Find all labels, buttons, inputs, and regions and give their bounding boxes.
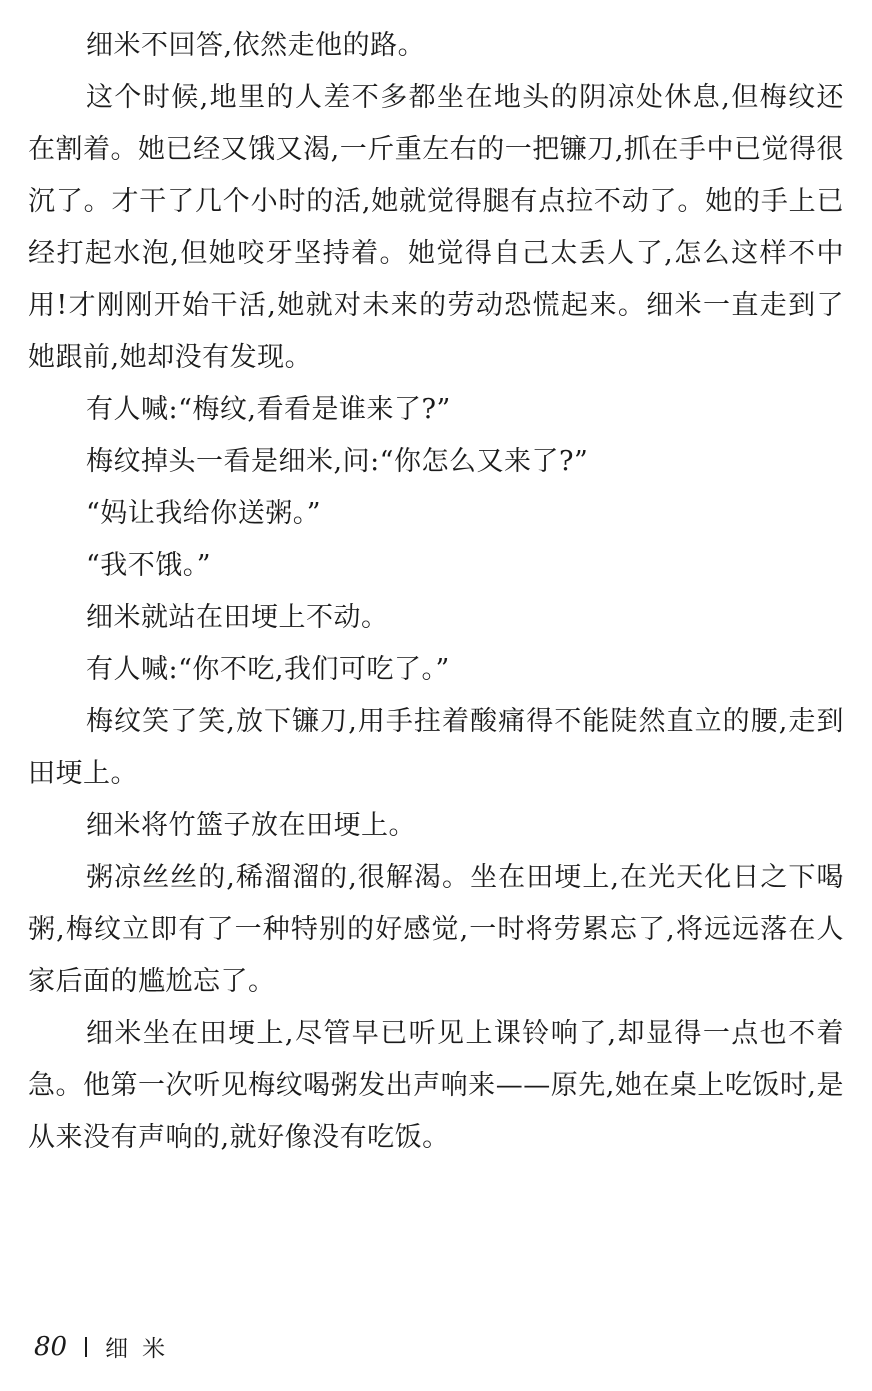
paragraph: “妈让我给你送粥。” <box>86 498 322 529</box>
paragraph: 细米就站在田埂上不动。 <box>86 602 389 633</box>
paragraph: 梅纹掉头一看是细米,问:“你怎么又来了?” <box>86 446 589 477</box>
footer-divider <box>85 1337 87 1357</box>
page-footer <box>34 1330 179 1363</box>
paragraph: “我不饿。” <box>86 550 212 581</box>
paragraph: 细米将竹篮子放在田埂上。 <box>86 810 416 841</box>
paragraph: 有人喊:“你不吃,我们可吃了。” <box>86 654 450 685</box>
paragraph: 这个时候,地里的人差不多都坐在地头的阴凉处休息,但梅纹还在割着。她已经又饿又渴,一斤重左右的一把镰刀,抓在手中已觉得很沉了。才干了几个小时的活,她就觉得腿有点拉不动了。她的手上已经打起水泡,但她咬牙坚持着。她觉得自己太丢人了,怎么这样不中用!才刚刚开始干活,她就对未来的劳动恐慌起来。细米一直走到了她跟前,她却没有发现。 <box>28 82 844 373</box>
running-title: 细米 <box>105 1336 180 1362</box>
paragraph: 细米坐在田埂上,尽管早已听见上课铃响了,却显得一点也不着急。他第一次听见梅纹喝粥发出声响来——原先,她在桌上吃饭时,是从来没有声响的,就好像没有吃饭。 <box>28 1018 844 1153</box>
body-text <box>28 20 844 1164</box>
paragraph: 细米不回答,依然走他的路。 <box>86 30 426 61</box>
page-number: 80 <box>34 1331 68 1362</box>
paragraph: 梅纹笑了笑,放下镰刀,用手拄着酸痛得不能陡然直立的腰,走到田埂上。 <box>28 706 844 789</box>
paragraph: 有人喊:“梅纹,看看是谁来了?” <box>86 394 451 425</box>
paragraph: 粥凉丝丝的,稀溜溜的,很解渴。坐在田埂上,在光天化日之下喝粥,梅纹立即有了一种特别的好感觉,一时将劳累忘了,将远远落在人家后面的尴尬忘了。 <box>28 862 844 997</box>
